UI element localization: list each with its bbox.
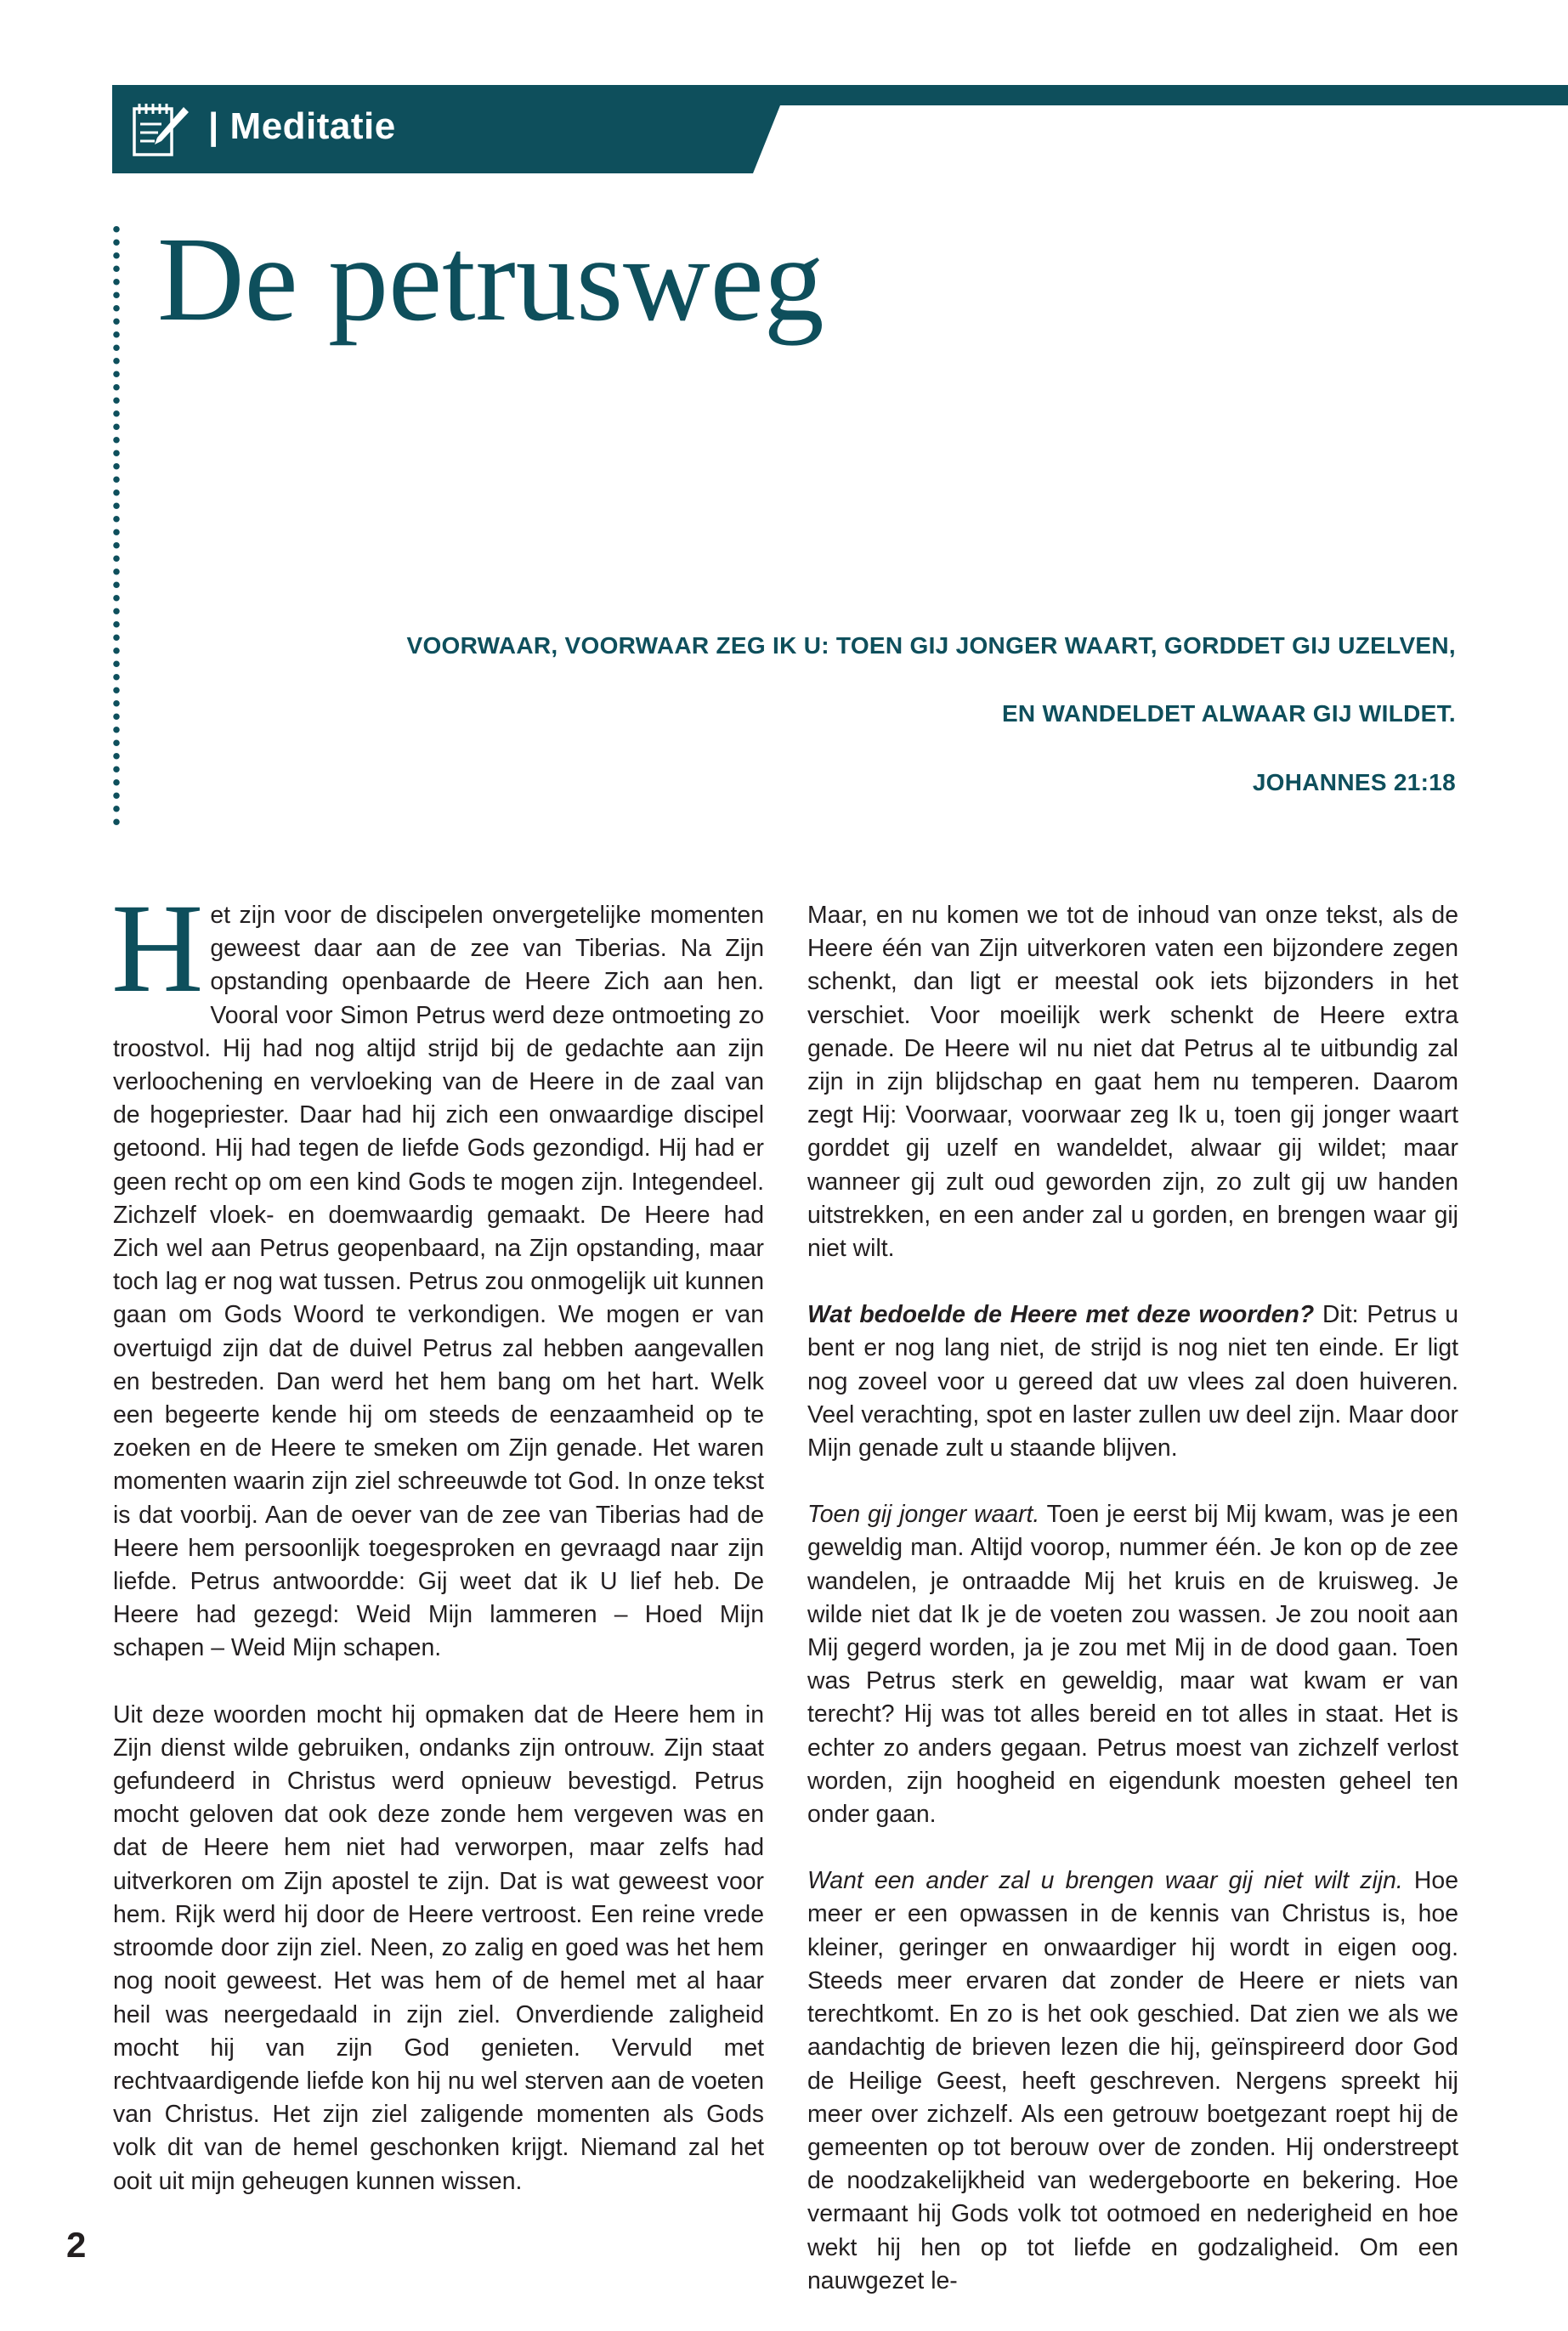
paragraph-6 xyxy=(807,1864,1458,2298)
paragraph-6-text: Hoe meer er een opwassen in de kennis van Christus is, hoe kleiner, geringer en onwaardiger hij wordt in eigen oog. Steeds meer ervaren dat zonder de Heere er niets van terechtkomt. En zo is het ook geschied. Dat zien we als we aandachtig de brieven lezen die hij, geïnspireerd door God de Heilige Geest, heeft geschreven. Nergens spreekt hij meer over zichzelf. Als een getrouw boetgezant roept hij de gemeenten op tot berouw over de zonden. Hij onderstreept de noodzakelijkheid van wedergeboorte en bekering. Hoe vermaant hij Gods volk tot ootmoed en nederigheid en hoe wekt hij hen op tot liefde en godzaligheid. Om een nauwgezet le- xyxy=(807,1867,1458,2294)
paragraph-1-text: et zijn voor de discipelen onvergetelijke momenten geweest daar aan de zee van Tiberias. Na Zijn opstanding openbaarde de Heere Zich aan hen. Vooral voor Simon Petrus werd deze ontmoeting zo troostvol. Hij had nog altijd strijd bij de gedachte aan zijn verloochening en vervloeking van de Heere in de zaal van de hogepriester. Daar had hij zich een onwaardige discipel getoond. Hij had tegen de liefde Gods gezondigd. Hij had er geen recht op om een kind Gods te mogen zijn. Integendeel. Zichzelf vloek- en doemwaardig gemaakt. De Heere had Zich wel aan Petrus geopenbaard, na Zijn opstanding, maar toch lag er nog wat tussen. Petrus zou onmogelijk uit kunnen gaan om Gods Woord te verkondigen. We mogen er van overtuigd zijn dat de duivel Petrus zal hebben aangevallen en bestreden. Dan werd het hem bang om het hart. Welk een begeerte kende hij om steeds de eenzaamheid op te zoeken en de Heere te smeken om Zijn genade. Het waren momenten waarin zijn ziel schreeuwde tot God. In onze tekst is dat voorbij. Aan de oever van de zee van Tiberias had de Heere hem persoonlijk toegesproken en gevraagd naar zijn liefde. Petrus antwoordde: Gij weet dat ik U lief heb. De Heere had gezegd: Weid Mijn lammeren – Hoed Mijn schapen – Weid Mijn schapen. xyxy=(113,902,764,1662)
paragraph-4-lead: Wat bedoelde de Heere met deze woorden? xyxy=(807,1301,1315,1329)
scripture-quote-line-2: EN WANDELDET ALWAAR GIJ WILDET. xyxy=(1001,700,1456,727)
paragraph-4 xyxy=(807,1298,1458,1465)
paragraph-5-lead: Toen gij jonger waart. xyxy=(807,1501,1040,1529)
paragraph-5-text: Toen je eerst bij Mij kwam, was je een geweldig man. Altijd voorop, nummer één. Je kon op de zee wandelen, je ontraadde Mij het kruis en de kruisweg. Je wilde niet dat Ik je de voeten zou wassen. Je zou nooit aan Mij gegerd worden, ja je zou met Mij in de dood gaan. Toen was Petrus sterk en geweldig, maar wat kwam er van terecht? Hij was tot alles bereid en tot alles in staat. Het is echter zo anders gegaan. Petrus moest van zichzelf verlost worden, zijn hoogheid en eigendunk moesten geheel ten onder gaan. xyxy=(807,1501,1458,1829)
paragraph-3: Maar, en nu komen we tot de inhoud van onze tekst, als de Heere één van Zijn uitverkoren vaten een bijzondere zegen schenkt, dan ligt er meestal ook iets bijzonders in het verschiet. Voor moeilijk werk schenkt de Heere extra genade. De Heere wil nu niet dat Petrus al te uitbundig zal zijn in zijn blijdschap en gaat hem nu temperen. Daarom zegt Hij: Voorwaar, voorwaar zeg Ik u, toen gij jonger waart gorddet gij uzelf en wandeldet, alwaar gij wildet; maar wanneer gij zult oud geworden zijn, zo zult gij uw handen uitstrekken, en een ander zal u gorden, en brengen waar gij niet wilt. xyxy=(807,902,1458,1263)
drop-cap: H xyxy=(111,878,204,1019)
notepad-pen-icon xyxy=(127,99,190,161)
paragraph-2: Uit deze woorden mocht hij opmaken dat de Heere hem in Zijn dienst wilde gebruiken, ondanks zijn ontrouw. Zijn staat gefundeerd in Christus werd opnieuw bevestigd. Petrus mocht geloven dat ook deze zonde hem vergeven was en dat de Heere hem niet had verworpen, maar zelfs had uitverkoren om Zijn apostel te zijn. Dat is wat geweest voor hem. Rijk werd hij door de Heere vertroost. Een reine vrede stroomde door zijn ziel. Neen, zo zalig en goed was het hem nog nooit geweest. Het was hem of de hemel met al haar heil was neergedaald in zijn ziel. Onverdiende zaligheid mocht hij van zijn God genieten. Vervuld met rechtvaardigende liefde kon hij nu wel sterven aan de voeten van Christus. Het zijn ziel zaligende momenten als Gods volk dit van de hemel geschonken krijgt. Niemand zal het ooit uit mijn geheugen kunnen wissen. xyxy=(113,1700,764,2195)
writing-notepad-icon xyxy=(127,99,190,161)
paragraph-6-lead: Want een ander zal u brengen waar gij niet wilt zijn. xyxy=(807,1867,1403,1895)
page-title: De petrusweg xyxy=(157,212,824,346)
paragraph-5 xyxy=(807,1498,1458,1831)
paragraph-4-text: Dit: Petrus u bent er nog lang niet, de strijd is nog niet ten einde. Er ligt nog zoveel voor u gereed dat uw vlees zal doen huiveren. Veel verachting, spot en laster zullen uw deel zijn. Maar door Mijn genade zult u staande blijven. xyxy=(807,1301,1458,1463)
right-column xyxy=(807,899,1458,2331)
dotted-divider xyxy=(110,223,122,828)
section-label: | Meditatie xyxy=(208,105,396,147)
scripture-reference: JOHANNES 21:18 xyxy=(1252,769,1456,795)
scripture-quote-line-1: VOORWAAR, VOORWAAR ZEG IK U: TOEN GIJ JONGER WAART, GORDDET GIJ UZELVEN, xyxy=(406,632,1456,659)
left-column xyxy=(111,878,764,2232)
paragraph-1 xyxy=(111,878,764,1666)
page-number: 2 xyxy=(66,2225,87,2265)
